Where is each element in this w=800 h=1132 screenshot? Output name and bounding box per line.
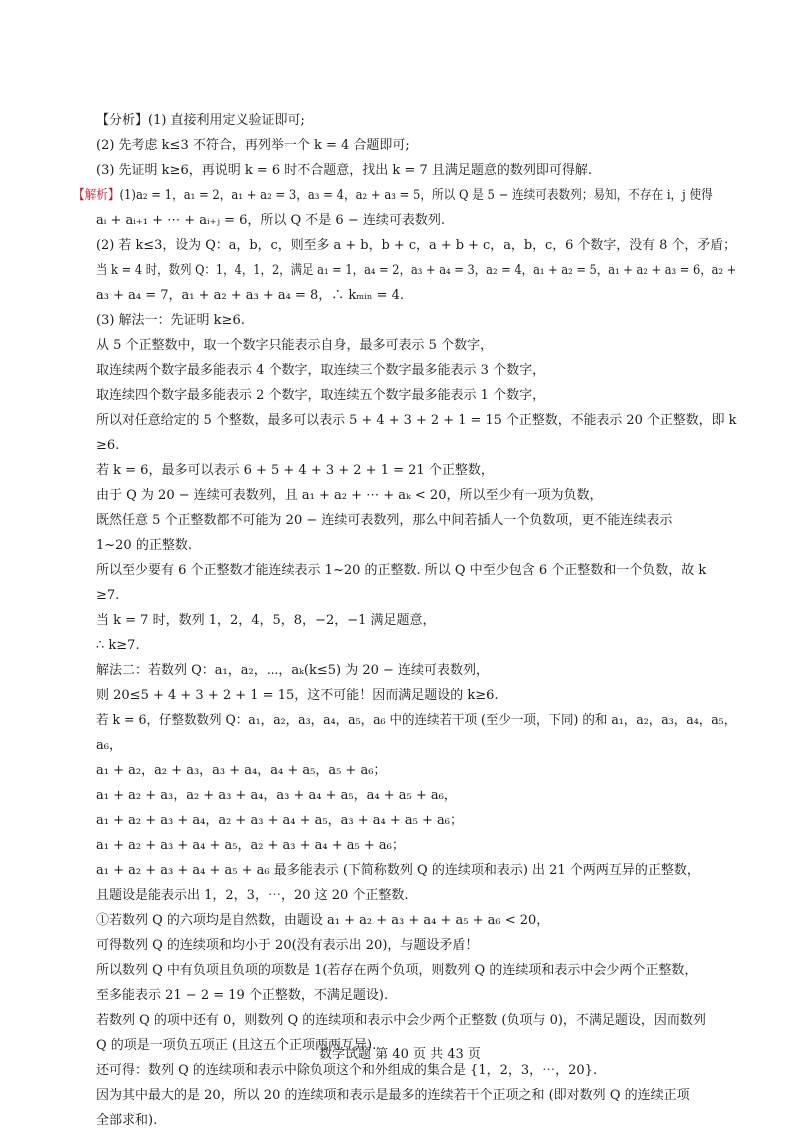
text-line: ≥7. <box>96 588 120 603</box>
text-line: a₁ + a₂ + a₃ + a₄ + a₅，a₂ + a₃ + a₄ + a₅ + a₆； <box>96 838 405 853</box>
text-line: 至多能表示 21 − 2 = 19 个正整数，不满足题设). <box>96 988 389 1003</box>
text-line: 所以对任意给定的 5 个整数，最多可以表示 5 + 4 + 3 + 2 + 1 = 15 个正整数，不能表示 20 个正整数，即 k <box>96 413 737 428</box>
text-line: 取连续两个数字最多能表示 4 个数字，取连续三个数字最多能表示 3 个数字， <box>96 363 546 378</box>
text-line: ∴ k≥7. <box>96 638 140 653</box>
page-footer: 数学试题 第 40 页 共 43 页 <box>319 1047 481 1062</box>
text-line: 且题设是能表示出 1，2，3，⋯，20 这 20 个正整数. <box>96 888 409 903</box>
text-line: ≥6. <box>96 438 120 453</box>
text-line: a₃ + a₄ = 7，a₁ + a₂ + a₃ + a₄ = 8，∴ kₘᵢₙ = 4. <box>96 288 405 303</box>
text-line: 所以至少要有 6 个正整数才能连续表示 1~20 的正整数. 所以 Q 中至少包含 6 个正整数和一个负数，故 k <box>96 563 707 578</box>
text-line: 取连续四个数字最多能表示 2 个数字，取连续五个数字最多能表示 1 个数字， <box>96 388 546 403</box>
text-line: (3) 解法一：先证明 k≥6. <box>96 313 245 328</box>
text-line: 若 k = 6，最多可以表示 6 + 5 + 4 + 3 + 2 + 1 = 21 个正整数， <box>96 463 494 478</box>
solution-tag: 【解析】 <box>73 188 120 203</box>
text-line: (2) 若 k≤3，设为 Q：a，b，c，则至多 a + b，b + c，a + b + c，a，b，c，6 个数字，没有 8 个，矛盾； <box>96 238 737 253</box>
text-line: a₁ + a₂ + a₃ + a₄，a₂ + a₃ + a₄ + a₅，a₃ + a₄ + a₅ + a₆； <box>96 813 463 828</box>
text-line: 全部求和). <box>96 1113 158 1128</box>
text-line: ①若数列 Q 的六项均是自然数，由题设 a₁ + a₂ + a₃ + a₄ + a₅ + a₆ < 20， <box>96 913 550 928</box>
text-line: 还可得：数列 Q 的连续项和表示中除负项这个和外组成的集合是 {1，2，3，⋯，20}. <box>96 1063 598 1078</box>
text-line: a₁ + a₂，a₂ + a₃，a₃ + a₄，a₄ + a₅，a₅ + a₆； <box>96 763 387 778</box>
text-line: 若数列 Q 的项中还有 0，则数列 Q 的连续项和表示中会少两个正整数 (负项与 0)，不满足题设，因而数列 <box>96 1013 706 1028</box>
text-line: 解法二：若数列 Q：a₁，a₂，⋯，aₖ(k≤5) 为 20 − 连续可表数列， <box>96 663 490 678</box>
text-line: 既然任意 5 个正整数都不可能为 20 − 连续可表数列，那么中间若插人一个负数项，更不能连续表示 <box>96 513 673 528</box>
text-line: 若 k = 6，仔整数数列 Q：a₁，a₂，a₃，a₄，a₅，a₆ 中的连续若干项 (至少一项，下同) 的和 a₁，a₂，a₃，a₄，a₅， <box>96 713 737 728</box>
text-line: 当 k = 4 时，数列 Q：1，4，1，2，满足 a₁ = 1，a₄ = 2，a₃ + a₄ = 3，a₂ = 4，a₁ + a₂ = 5，a₁ + a₂ + a₃ = 6，a₂ + <box>96 263 737 278</box>
text-line: Q 的项是一项负五项正 (且这五个正项两两互异). <box>96 1038 377 1053</box>
text-line: a₆， <box>96 738 122 753</box>
text-line: 由于 Q 为 20 − 连续可表数列，且 a₁ + a₂ + ⋯ + aₖ < 20，所以至少有一项为负数， <box>96 488 603 503</box>
text-line: aᵢ + aᵢ₊₁ + ⋯ + aᵢ₊ⱼ = 6，所以 Q 不是 6 − 连续可表数列. <box>96 213 445 228</box>
solution-line-1: 【解析】(1)a₂ = 1，a₁ = 2，a₁ + a₂ = 3，a₃ = 4，a₂ + a₃ = 5，所以 Q 是 5 − 连续可表数列；易知，不存在 i，j 使得 <box>73 188 713 203</box>
text-line: 可得数列 Q 的连续项和均小于 20(没有表示出 20)，与题设矛盾！ <box>96 938 479 953</box>
analysis-line-1: 【分析】(1) 直接利用定义验证即可; <box>96 113 305 128</box>
analysis-line-2: (2) 先考虑 k≤3 不符合，再列举一个 k = 4 合题即可; <box>96 138 410 153</box>
text-line: 因为其中最大的是 20，所以 20 的连续项和表示是最多的连续若干个正项之和 (即对数列 Q 的连续正项 <box>96 1088 690 1103</box>
text-line: a₁ + a₂ + a₃ + a₄ + a₅ + a₆ 最多能表示 (下简称数列 Q 的连续项和表示) 出 21 个两两互异的正整数， <box>96 863 700 878</box>
text-line: a₁ + a₂ + a₃，a₂ + a₃ + a₄，a₃ + a₄ + a₅，a₄ + a₅ + a₆， <box>96 788 457 803</box>
text-line: 则 20≤5 + 4 + 3 + 2 + 1 = 15，这不可能！因而满足题设的 k≥6. <box>96 688 499 703</box>
text-line: 所以数列 Q 中有负项且负项的项数是 1(若存在两个负项，则数列 Q 的连续项和表示中会少两个正整数， <box>96 963 698 978</box>
text-line: 1~20 的正整数. <box>96 538 192 553</box>
analysis-line-3: (3) 先证明 k≥6，再说明 k = 6 时不合题意，找出 k = 7 且满足题意的数列即可得解. <box>96 163 592 178</box>
text-line: 从 5 个正整数中，取一个数字只能表示自身，最多可表示 5 个数字， <box>96 338 494 353</box>
text-line: 当 k = 7 时，数列 1，2，4，5，8，−2，−1 满足题意， <box>96 613 436 628</box>
